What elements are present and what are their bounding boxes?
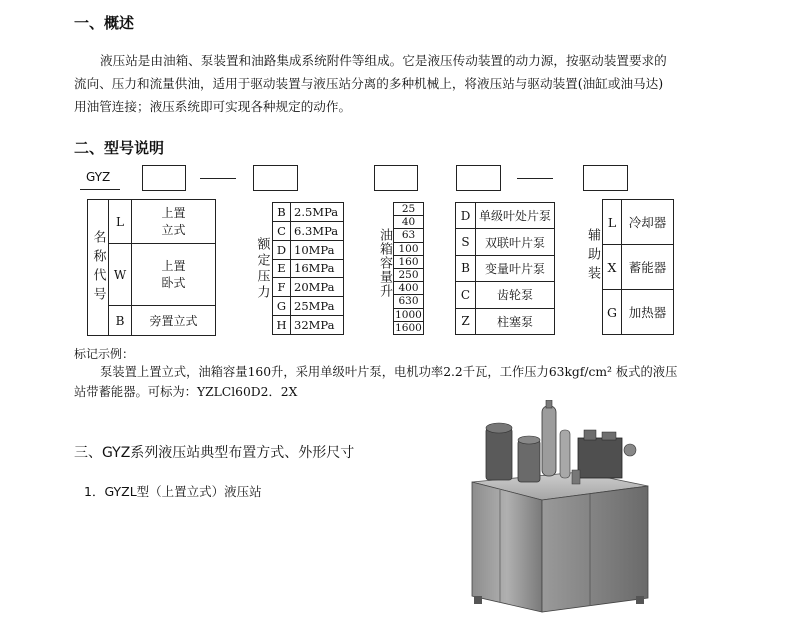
example-line-2: 站带蓄能器。可标为：YZLCl60D2．2X [74, 385, 298, 399]
model-prefix: GYZ [86, 170, 111, 184]
pressure-value: 2.5MPa [291, 203, 344, 222]
pump-table [455, 202, 555, 335]
aux-desc: 蓄能器 [622, 245, 674, 290]
section1-heading: 一、概述 [74, 14, 135, 32]
pressure-label-cell [252, 203, 273, 335]
pump-code: Z [456, 308, 476, 334]
overview-line-3: 用油管连接；液压系统即可实现各种规定的动作。 [74, 99, 352, 114]
pump-desc: 柱塞泵 [476, 308, 555, 334]
tank-value: 63 [394, 229, 424, 242]
pressure-table [252, 202, 344, 335]
name-code-desc [132, 244, 216, 306]
aux-label: 辅助装 [585, 228, 600, 285]
tank-value: 400 [394, 282, 424, 295]
aux-code: L [603, 200, 622, 245]
pressure-value: 25MPa [291, 297, 344, 316]
name-code-letter: L [109, 200, 132, 244]
name-code-desc: 旁置立式 [132, 306, 216, 336]
name-code-desc-text: 上置卧式 [161, 258, 186, 290]
pressure-code: E [273, 259, 291, 278]
pressure-value: 16MPa [291, 259, 344, 278]
overview-line-1: 液压站是由油箱、泵装置和油路集成系统附件等组成。它是液压传动装置的动力源，按驱动装置要求的 [100, 53, 667, 68]
pump-desc: 变量叶片泵 [476, 255, 555, 281]
example-title: 标记示例： [74, 347, 135, 361]
example-paragraph [74, 362, 734, 402]
pump-code: S [456, 229, 476, 255]
tank-label: 油箱容量升 [377, 228, 392, 298]
name-code-label-cell [88, 200, 109, 336]
pressure-code: H [273, 316, 291, 335]
pressure-label: 额定压力 [254, 236, 270, 301]
prefix-underline [80, 189, 120, 190]
overview-paragraph [74, 49, 734, 118]
tank-value: 250 [394, 268, 424, 281]
aux-table [602, 199, 674, 335]
pump-code: D [456, 203, 476, 229]
name-code-desc-text: 上置立式 [161, 205, 186, 237]
slot-pump [456, 165, 501, 191]
tank-value: 1600 [395, 321, 422, 334]
pressure-value: 6.3MPa [291, 221, 344, 240]
tank-value: 40 [394, 216, 424, 229]
dash-2 [517, 178, 553, 179]
name-code-desc [132, 200, 216, 244]
name-code-letter: W [109, 244, 132, 306]
aux-code: X [603, 245, 622, 290]
pump-code: B [456, 255, 476, 281]
slot-aux [583, 165, 628, 191]
section3-subheading: 1．GYZL型（上置立式）液压站 [84, 484, 262, 499]
slot-tank [374, 165, 418, 191]
pump-desc: 单级叶处片泵 [476, 203, 555, 229]
name-code-letter: B [109, 306, 132, 336]
section3-heading: 三、GYZ系列液压站典型布置方式、外形尺寸 [74, 445, 355, 461]
slot-pressure [253, 165, 298, 191]
pressure-code: C [273, 221, 291, 240]
aux-desc: 冷却器 [622, 200, 674, 245]
tank-value: 25 [394, 203, 424, 216]
name-code-label: 名称代号 [90, 229, 106, 306]
slot-name-code [142, 165, 186, 191]
overview-line-2: 流向、压力和流量供油，适用于驱动装置与液压站分离的多种机械上，将液压站与驱动装置(油缸或油马达) [74, 76, 664, 91]
pressure-value: 32MPa [291, 316, 344, 335]
section2-heading: 二、型号说明 [74, 139, 165, 157]
name-code-table [87, 199, 216, 336]
tank-value: 630 [394, 295, 424, 308]
hydraulic-station-illustration [460, 400, 660, 620]
dash-1 [200, 178, 236, 179]
example-line-1: 泵装置上置立式，油箱容量160升，采用单级叶片泵，电机功率2.2千瓦，工作压力63kgf/cm² 板式的液压 [100, 365, 678, 379]
pressure-value: 20MPa [291, 278, 344, 297]
aux-desc: 加热器 [622, 290, 674, 335]
pressure-code: F [273, 278, 291, 297]
pump-code: C [456, 282, 476, 308]
pressure-code: D [273, 240, 291, 259]
tank-value: 160 [394, 255, 424, 268]
tank-value: 100 [394, 242, 424, 255]
aux-code: G [603, 290, 622, 335]
pump-desc: 双联叶片泵 [476, 229, 555, 255]
pressure-code: G [273, 297, 291, 316]
tank-table [393, 202, 424, 335]
pressure-value: 10MPa [291, 240, 344, 259]
pressure-code: B [273, 203, 291, 222]
tank-value: 1000 [395, 308, 422, 321]
pump-desc: 齿轮泵 [476, 282, 555, 308]
